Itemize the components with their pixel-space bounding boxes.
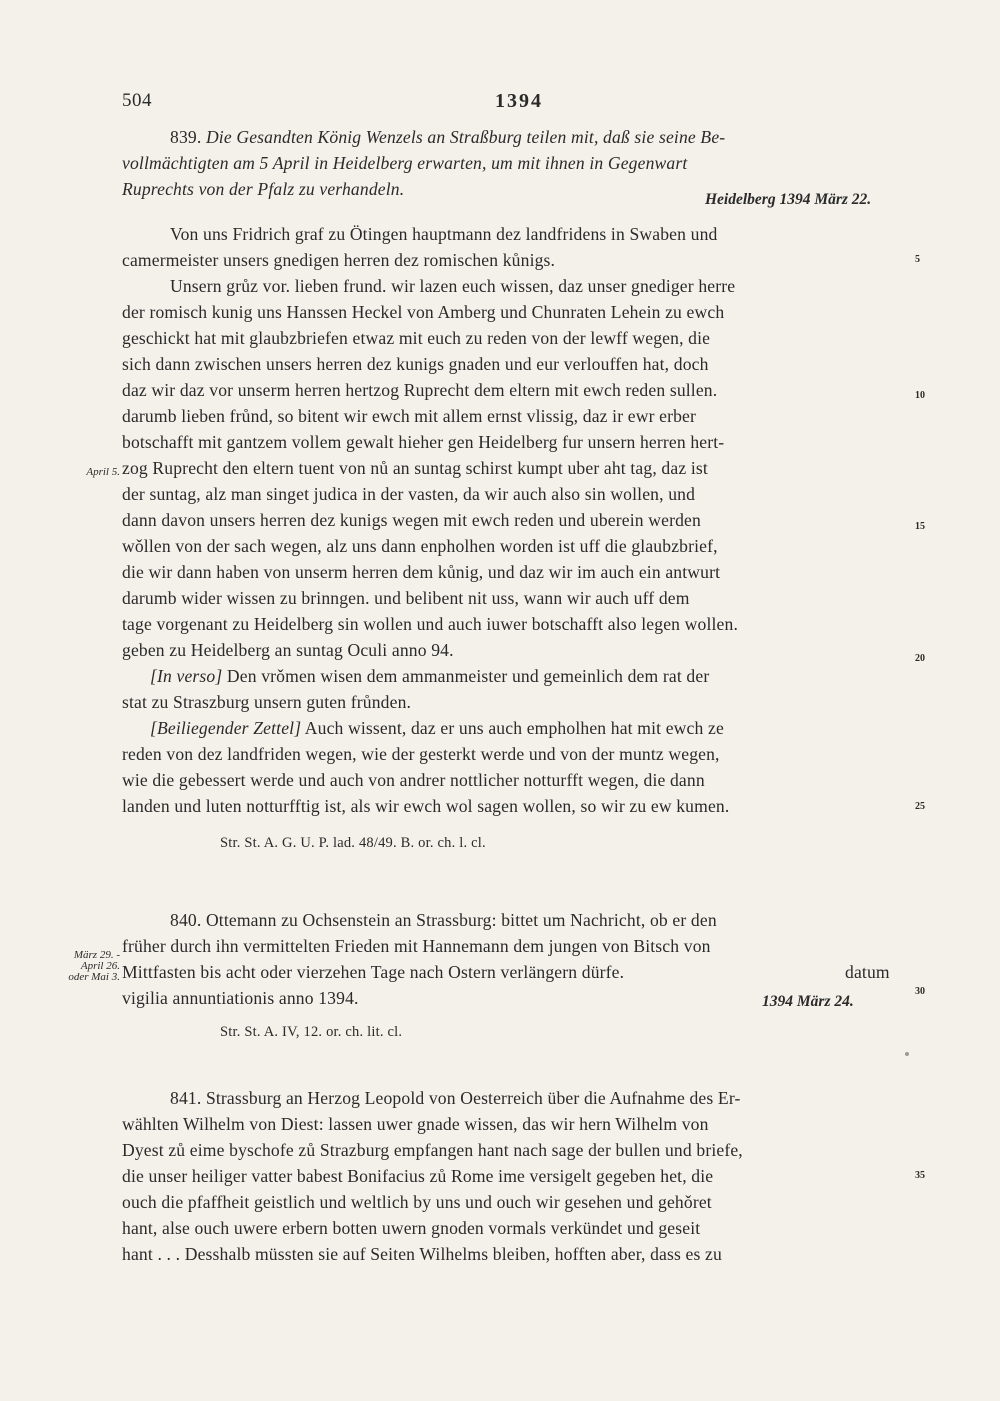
entry-839-text-line: sich dann zwischen unsers herren dez kunigs gnaden und eur verlouffen hat, doch [122, 354, 709, 374]
page-number: 504 [122, 90, 152, 111]
entry-839-text-line: geschickt hat mit glaubzbriefen etwaz mit euch zu reden von der lewff wegen, die [122, 328, 711, 348]
entry-841-text-line: die unser heiliger vatter babest Bonifacius zů Rome ime versigelt gegeben het, die [122, 1166, 714, 1186]
entry-839-text-line: darumb wider wissen zu brinngen. und belibent nit uss, wann wir auch uff dem [122, 588, 690, 608]
entry-839-text-line: botschafft mit gantzem vollem gewalt hieher gen Heidelberg fur unsern herren hert- [122, 432, 725, 452]
entry-840-margin-date-1: März 29. - [73, 949, 120, 961]
line-number: 20 [915, 653, 925, 664]
entry-839-text-line: die wir dann haben von unserm herren dem kůnig, und daz wir im auch ein antwurt [122, 562, 721, 582]
entry-839-text-line: geben zu Heidelberg an suntag Oculi anno 94. [122, 640, 454, 660]
line-number: 30 [915, 986, 925, 997]
entry-839-heading [170, 125, 725, 149]
entry-840-text: Ottemann zu Ochsenstein an Strassburg: bittet um Nachricht, ob er den [201, 910, 717, 930]
line-number: 5 [915, 254, 920, 265]
entry-840-text-line: früher durch ihn vermittelten Frieden mit Hannemann dem jungen von Bitsch von [122, 936, 711, 956]
running-head-year: 1394 [495, 90, 543, 112]
entry-841-text: Strassburg an Herzog Leopold von Oesterreich über die Aufnahme des Er- [201, 1088, 741, 1108]
entry-840-heading [170, 908, 717, 932]
entry-839-text-line: Von uns Fridrich graf zu Ötingen hauptmann dez landfridens in Swaben und [170, 224, 718, 244]
entry-841-text-line: Dyest zů eime byschofe zů Strazburg empfangen hant nach sage der bullen und briefe, [122, 1140, 743, 1160]
entry-839-text-line: darumb lieben frůnd, so bitent wir ewch mit allem ernst vlissig, daz ir ewr erber [122, 406, 697, 426]
entry-839-text-line: daz wir daz vor unserm herren hertzog Ruprecht dem eltern mit ewch reden sullen. [122, 380, 718, 400]
entry-841-heading [170, 1086, 740, 1110]
entry-839-number: 839. [170, 127, 202, 147]
entry-839-text-line: camermeister unsers gnedigen herren dez romischen kůnigs. [122, 250, 556, 270]
entry-839-zettel-line: wie die gebessert werde und auch von andrer nottlicher notturfft wegen, die dann [122, 770, 705, 790]
entry-839-text-line: wǒllen von der sach wegen, alz uns dann enpholhen worden ist uff die glaubzbrief, [122, 536, 718, 556]
entry-839-dateline: Heidelberg 1394 März 22. [705, 191, 872, 208]
line-number: 25 [915, 801, 925, 812]
entry-841-text-line: wählten Wilhelm von Diest: lassen uwer gnade wissen, das wir hern Wilhelm von [122, 1114, 709, 1134]
entry-839-verso [150, 664, 709, 688]
entry-841-text-line: hant . . . Desshalb müssten sie auf Seiten Wilhelms bleiben, hofften aber, dass es zu [122, 1244, 722, 1264]
entry-840-source: Str. St. A. IV, 12. or. ch. lit. cl. [220, 1024, 403, 1040]
entry-839-text-line: Unsern grůz vor. lieben frund. wir lazen euch wissen, daz unser gnediger herre [170, 276, 736, 296]
entry-840-text-line: vigilia annuntiationis anno 1394. [122, 988, 359, 1008]
entry-840-text-line: Mittfasten bis acht oder vierzehen Tage nach Ostern verlängern dürfe. [122, 962, 625, 982]
verso-text: Den vrǒmen wisen dem ammanmeister und gemeinlich dem rat der [222, 666, 710, 686]
entry-839-text-line: der suntag, alz man singet judica in der vasten, da wir auch also sin wollen, und [122, 484, 696, 504]
entry-841-text-line: hant, alse ouch uwere erbern botten uwern gnoden vormals verkündet und geseit [122, 1218, 701, 1238]
entry-839-zettel [150, 716, 724, 740]
entry-840-margin-date-3: oder Mai 3. [68, 971, 120, 983]
entry-839-verso-line: stat zu Straszburg unsern guten frůnden. [122, 692, 412, 712]
entry-840-margin-date-2: April 26. [80, 960, 120, 972]
entry-839-zettel-line: landen und luten notturfftig ist, als wir ewch wol sagen wollen, so wir zu ew kumen. [122, 796, 730, 816]
entry-839-summary-line: Die Gesandten König Wenzels an Straßburg teilen mit, daß sie seine Be- [201, 127, 726, 147]
entry-839-text-line: dann davon unsers herren dez kunigs wegen mit ewch reden und uberein werden [122, 510, 701, 530]
entry-839-summary-line: Ruprechts von der Pfalz zu verhandeln. [122, 179, 405, 199]
entry-839-text-line: der romisch kunig uns Hanssen Heckel von Amberg und Chunraten Lehein zu ewch [122, 302, 725, 322]
entry-839-summary-line: vollmächtigten am 5 April in Heidelberg erwarten, um mit ihnen in Gegenwart [122, 153, 688, 173]
entry-839-zettel-line: reden von dez landfriden wegen, wie der gesterkt werde und von der muntz wegen, [122, 744, 720, 764]
entry-841-text-line: ouch die pfaffheit geistlich und weltlich by uns und ouch wir gesehen und gehǒret [122, 1192, 712, 1212]
entry-839-text-line: tage vorgenant zu Heidelberg sin wollen und auch iuwer botschafft also legen wollen. [122, 614, 738, 634]
line-number: 10 [915, 390, 925, 401]
entry-840-datum: datum [845, 962, 890, 982]
zettel-label: [Beiliegender Zettel] [150, 718, 302, 738]
entry-841-number: 841. [170, 1088, 202, 1108]
ink-speck [905, 1052, 909, 1056]
entry-839-text-line: zog Ruprecht den eltern tuent von nů an suntag schirst kumpt uber aht tag, daz ist [122, 458, 708, 478]
entry-839-source: Str. St. A. G. U. P. lad. 48/49. B. or. ch. l. cl. [220, 835, 486, 851]
line-number: 35 [915, 1170, 925, 1181]
entry-839-margin-date: April 5. [86, 466, 120, 478]
entry-840-number: 840. [170, 910, 202, 930]
verso-label: [In verso] [150, 666, 223, 686]
entry-840-dateline: 1394 März 24. [762, 993, 854, 1010]
zettel-text: Auch wissent, daz er uns auch empholhen hat mit ewch ze [301, 718, 724, 738]
line-number: 15 [915, 521, 925, 532]
